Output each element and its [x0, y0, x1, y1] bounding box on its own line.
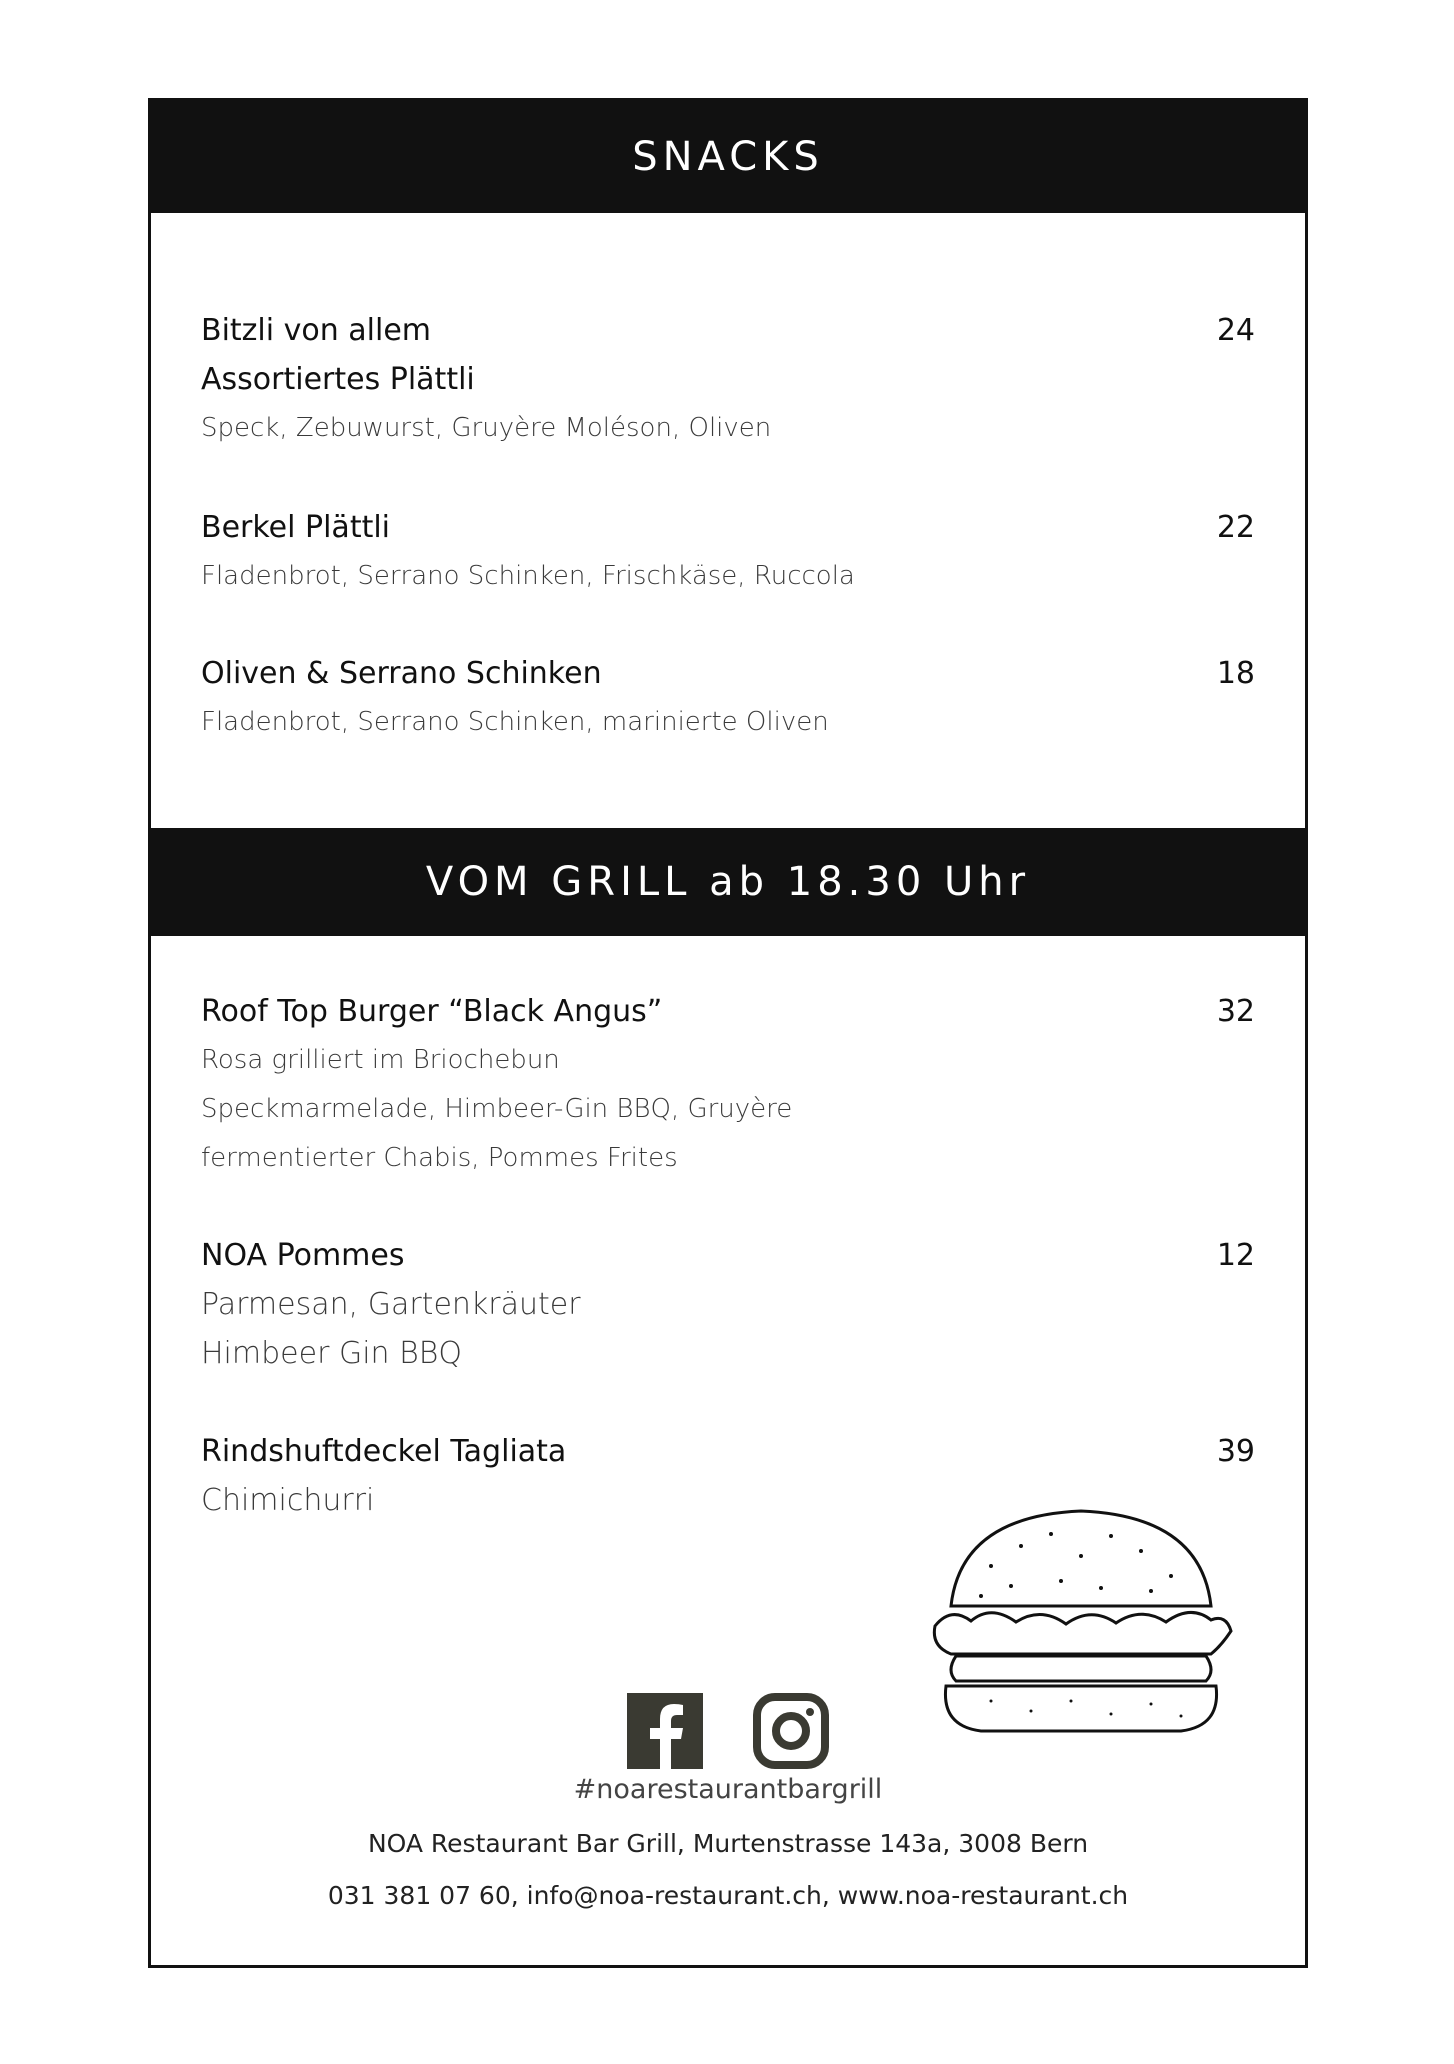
item-price: 12: [1216, 1238, 1255, 1273]
menu-frame: [148, 98, 1308, 1968]
menu-item: [201, 503, 1255, 601]
section-header-snacks: [151, 101, 1305, 213]
item-price: 39: [1216, 1434, 1255, 1469]
item-name: Roof Top Burger “Black Angus”: [201, 994, 663, 1029]
item-name: NOA Pommes: [201, 1238, 405, 1273]
item-price: 18: [1216, 656, 1255, 691]
menu-item: [201, 649, 1255, 747]
contact-info: 031 381 07 60, info@noa-restaurant.ch, www.noa-restaurant.ch: [327, 1881, 1129, 1910]
item-price: 22: [1216, 510, 1255, 545]
item-description-line: Speckmarmelade, Himbeer-Gin BBQ, Gruyère: [201, 1094, 793, 1124]
item-price: 32: [1216, 994, 1255, 1029]
hashtag: #noarestaurantbargrill: [573, 1774, 883, 1805]
item-name: Rindshuftdeckel Tagliata: [201, 1434, 567, 1469]
item-name: Berkel Plättli: [201, 510, 391, 545]
item-description: Speck, Zebuwurst, Gruyère Moléson, Oliven: [201, 413, 772, 443]
item-description-line: Himbeer Gin BBQ: [201, 1336, 462, 1371]
facebook-icon[interactable]: [627, 1693, 703, 1769]
menu-item: [201, 987, 1255, 1183]
section-title: VOM GRILL ab 18.30 Uhr: [425, 859, 1031, 905]
item-name: Bitzli von allem: [201, 313, 432, 348]
item-description-line: Parmesan, Gartenkräuter: [201, 1287, 581, 1322]
item-name: Oliven & Serrano Schinken: [201, 656, 602, 691]
item-description-line: Chimichurri: [201, 1483, 375, 1518]
address: NOA Restaurant Bar Grill, Murtenstrasse 143a, 3008 Bern: [367, 1829, 1089, 1858]
menu-item: [201, 1231, 1255, 1378]
section-header-grill: [151, 828, 1305, 936]
item-subtitle: Assortiertes Plättli: [201, 362, 475, 397]
item-description-line: fermentierter Chabis, Pommes Frites: [201, 1143, 678, 1173]
social-links: [151, 1693, 1305, 1769]
instagram-icon[interactable]: [753, 1693, 829, 1769]
menu-item: [201, 306, 1255, 453]
section-title: SNACKS: [632, 134, 824, 180]
item-description: Fladenbrot, Serrano Schinken, Frischkäse, Ruccola: [201, 561, 855, 591]
item-description: Fladenbrot, Serrano Schinken, marinierte Oliven: [201, 707, 829, 737]
item-price: 24: [1216, 313, 1255, 348]
item-description-line: Rosa grilliert im Briochebun: [201, 1045, 560, 1075]
